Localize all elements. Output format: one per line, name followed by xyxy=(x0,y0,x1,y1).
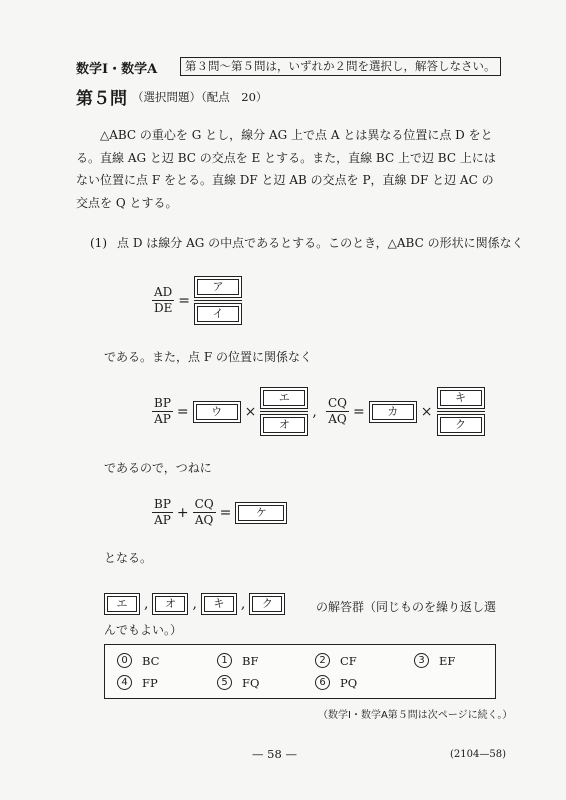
choice-mark: 5 xyxy=(217,675,232,690)
fraction-numerator: CQ xyxy=(328,396,348,410)
choice-text: CF xyxy=(340,653,357,668)
answer-box-a[interactable]: ア xyxy=(194,276,242,298)
part-1-text: 点 D は線分 AG の中点であるとする。このとき，△ABC の形状に関係なく xyxy=(117,236,524,250)
choices-intro-text: の解答群（同じものを繰り返し選んでもよい。） xyxy=(104,600,497,637)
equals-sign: = xyxy=(178,292,191,309)
answer-box-i[interactable]: イ xyxy=(194,303,242,325)
answer-fraction-ki-ku xyxy=(437,387,485,436)
choice-3[interactable] xyxy=(414,653,455,668)
ref-box-e: エ xyxy=(104,593,140,615)
equation-cq-aq xyxy=(326,387,485,436)
equals-sign: = xyxy=(176,403,189,420)
choice-text: EF xyxy=(439,653,456,668)
problem-intro: △ABC の重心を G とし，線分 AG 上で点 A とは異なる位置に点 D をとる。直線 AG と辺 BC の交点を E とする。また，直線 BC 上で辺 BC 上にはない位置に点 F をとる。直線 DF と辺 AB の交点を P，直線 DF と辺 AC の交点を Q とする。 xyxy=(76,128,496,210)
part-1-statement xyxy=(90,234,524,251)
answer-fraction-e-o xyxy=(260,387,308,436)
answer-box-ke[interactable]: ケ xyxy=(235,502,287,524)
fraction-numerator: CQ xyxy=(194,497,214,511)
answer-box-u[interactable]: ウ xyxy=(193,401,241,423)
line-4: となる。 xyxy=(104,551,153,565)
continued-note: （数学Ⅰ・数学A第５問は次ページに続く。） xyxy=(318,710,513,721)
choice-text: BF xyxy=(242,653,259,668)
ref-box-o: オ xyxy=(152,593,188,615)
choice-1[interactable] xyxy=(217,653,258,668)
fraction-denominator: AQ xyxy=(194,513,214,527)
equals-sign: = xyxy=(353,403,365,420)
equals-sign: = xyxy=(219,504,232,521)
comma: , xyxy=(240,596,246,612)
fraction-denominator: AQ xyxy=(328,412,347,426)
answer-box-ka[interactable]: カ xyxy=(369,401,417,423)
plus-sign: + xyxy=(176,504,189,521)
page-number: — 58 — xyxy=(252,747,297,761)
choice-0[interactable] xyxy=(117,653,159,668)
answer-box-ki[interactable]: キ xyxy=(437,387,485,409)
choice-text: BC xyxy=(142,653,160,668)
equation-bp-ap xyxy=(152,387,321,436)
fraction-bar xyxy=(260,411,308,412)
choice-5[interactable] xyxy=(217,675,259,690)
fraction-cq-aq xyxy=(193,498,216,527)
fraction-ad-de xyxy=(152,286,174,315)
fraction-cq-aq xyxy=(326,397,349,426)
selection-notice: 第３問〜第５問は，いずれか２問を選択し，解答しなさい。 xyxy=(180,57,501,76)
choice-mark: 1 xyxy=(217,653,232,668)
part-number: (1) xyxy=(90,236,107,250)
choice-mark: 0 xyxy=(117,653,132,668)
choice-text: FQ xyxy=(242,675,260,690)
times-sign: × xyxy=(244,403,257,420)
choice-2[interactable] xyxy=(315,653,357,668)
choice-mark: 2 xyxy=(315,653,330,668)
ref-box-ki: キ xyxy=(201,593,237,615)
line-3: であるので，つねに xyxy=(104,461,212,475)
answer-box-ku[interactable]: ク xyxy=(437,414,485,436)
line-2: である。また，点 F の位置に関係なく xyxy=(104,350,312,364)
fraction-bar xyxy=(194,300,242,301)
choice-6[interactable] xyxy=(315,675,357,690)
subject-heading: 数学Ⅰ・数学A xyxy=(76,62,158,77)
ref-box-ku: ク xyxy=(249,593,285,615)
answer-box-e[interactable]: エ xyxy=(260,387,308,409)
comma: , xyxy=(312,403,317,420)
fraction-denominator: DE xyxy=(153,301,173,315)
comma: , xyxy=(144,596,149,612)
choice-mark: 6 xyxy=(315,675,330,690)
question-subtitle: （選択問題）（配点 20） xyxy=(132,90,268,104)
fraction-bar xyxy=(437,411,485,412)
fraction-numerator: BP xyxy=(154,396,171,410)
fraction-numerator: AD xyxy=(154,285,173,299)
equation-sum xyxy=(152,498,287,527)
choice-mark: 4 xyxy=(117,675,132,690)
choice-text: PQ xyxy=(340,675,358,690)
answer-choices-box xyxy=(104,644,496,699)
choice-text: FP xyxy=(142,675,158,690)
fraction-bp-ap xyxy=(152,498,173,527)
comma: , xyxy=(192,596,197,612)
fraction-denominator: AP xyxy=(154,412,171,426)
choice-mark: 3 xyxy=(414,653,429,668)
page-code: (2104—58) xyxy=(450,749,506,760)
fraction-numerator: BP xyxy=(154,497,171,511)
equation-ad-de xyxy=(152,276,242,325)
answer-fraction-a-i xyxy=(194,276,242,325)
choice-4[interactable] xyxy=(117,675,158,690)
answer-box-o[interactable]: オ xyxy=(260,414,308,436)
fraction-bp-ap xyxy=(152,397,173,426)
question-title: 第５問 xyxy=(76,89,127,109)
fraction-denominator: AP xyxy=(154,513,171,527)
times-sign: × xyxy=(420,403,433,420)
